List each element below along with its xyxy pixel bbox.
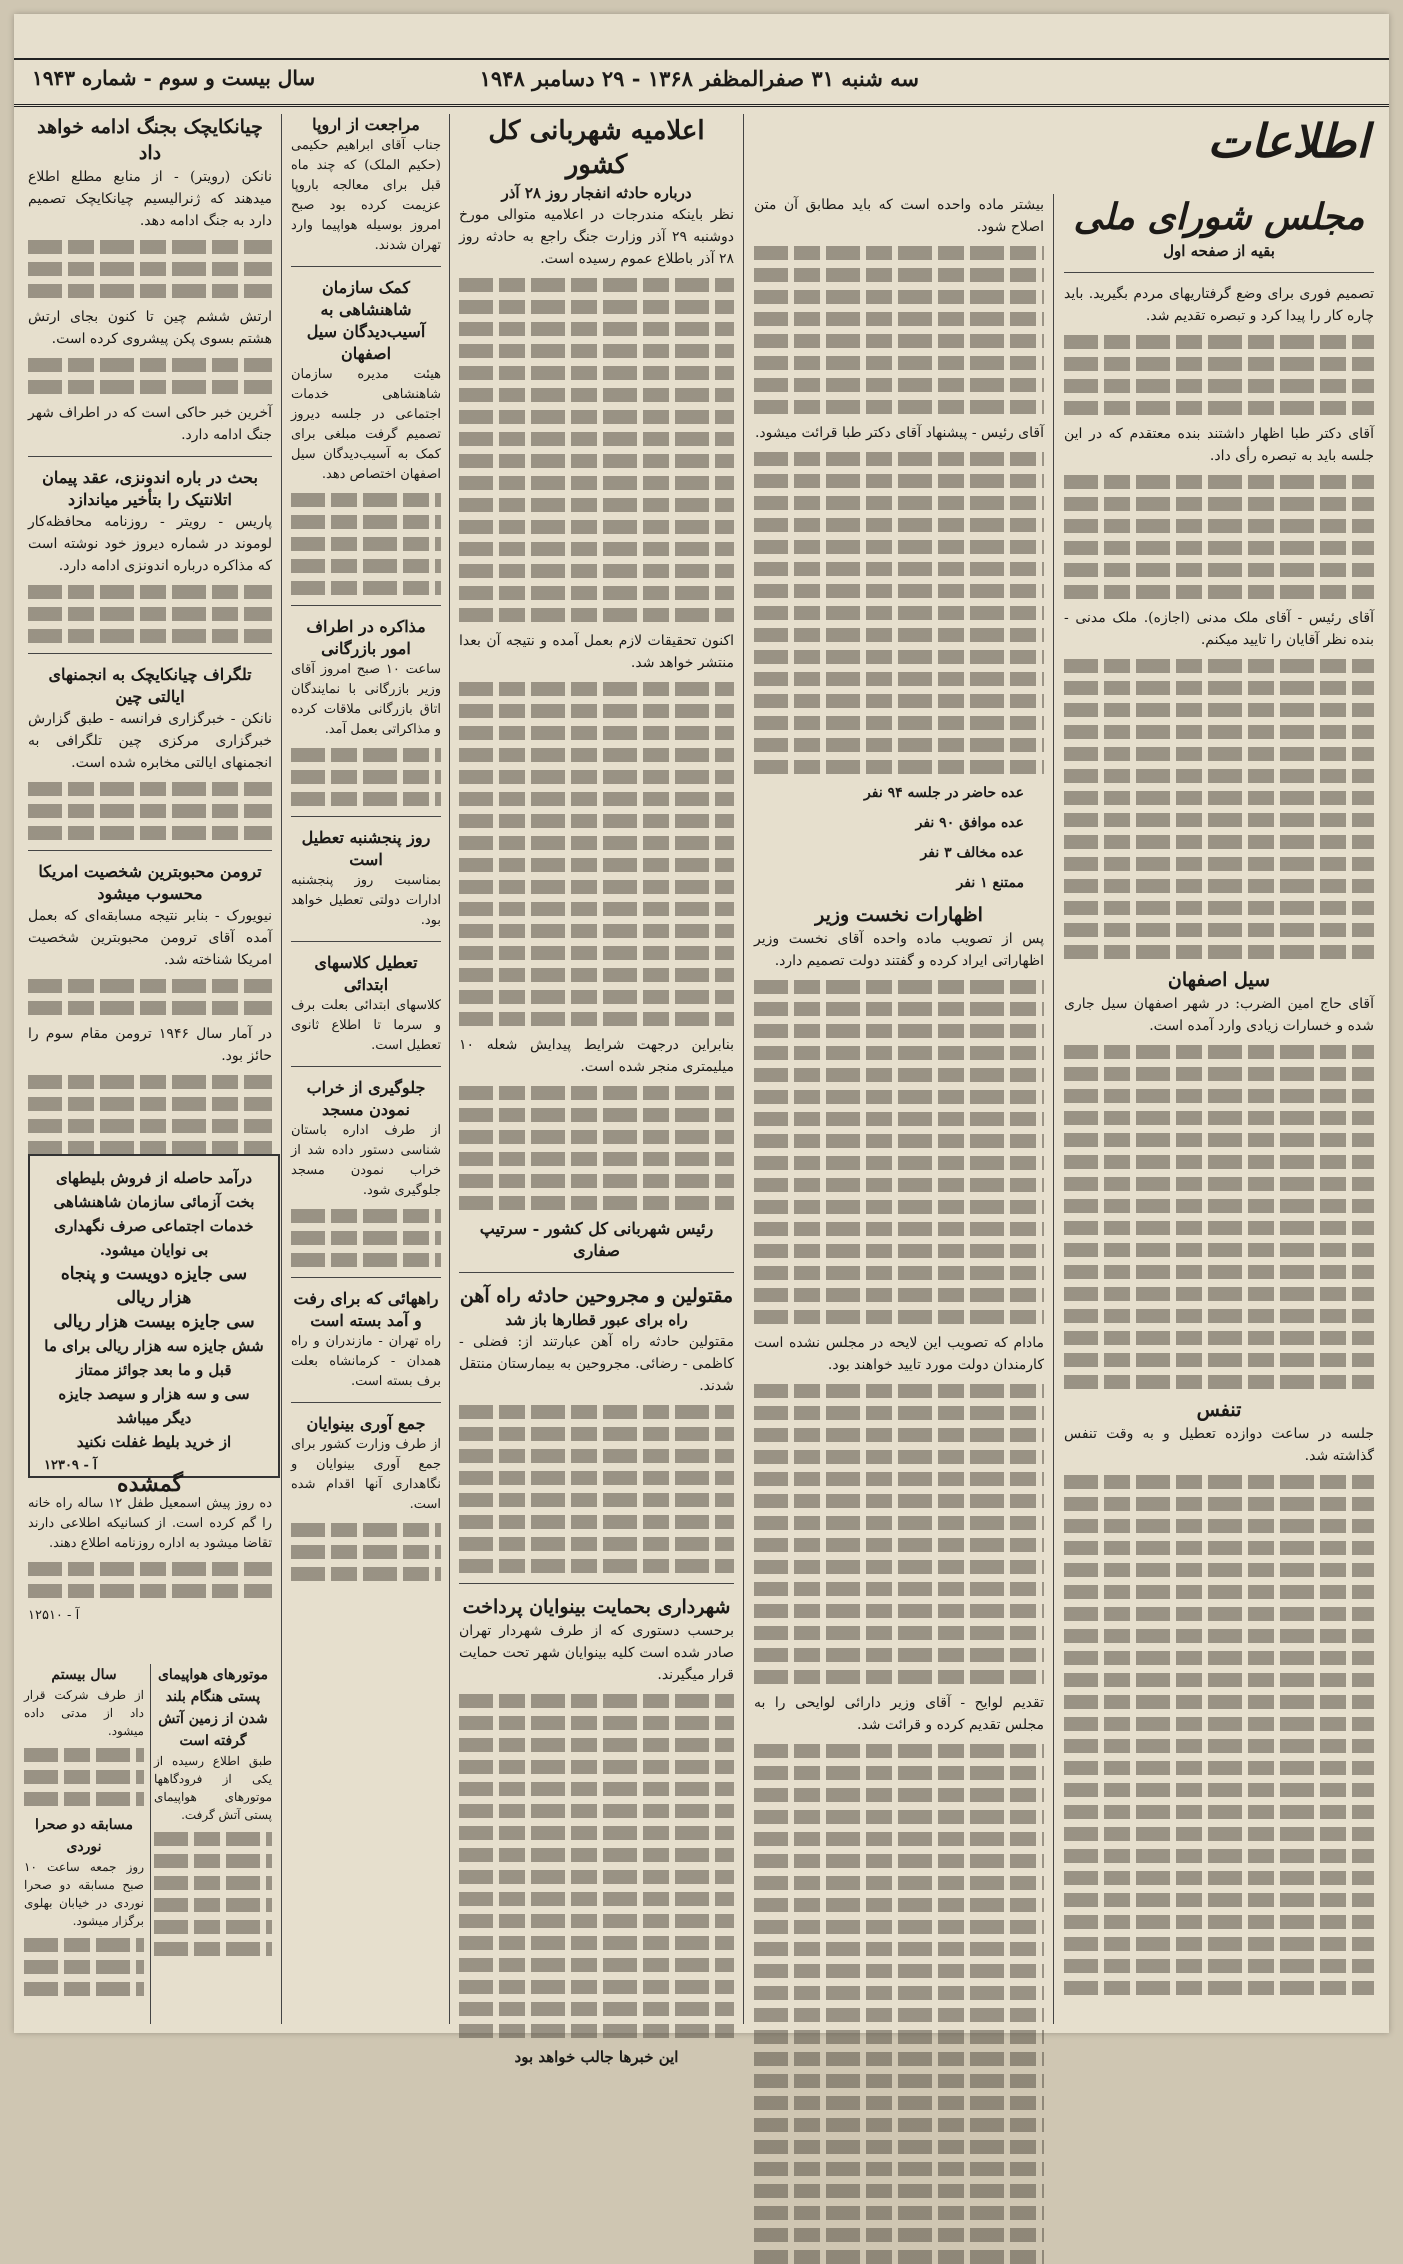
ad-code: آ - ۱۲۳۰۹ [44, 1458, 97, 1473]
masthead-issue: سال بیست و سوم - شماره ۱۹۴۳ [32, 66, 316, 90]
article-paragraph: پس از تصویب ماده واحده آقای نخست وزیر اظهاراتی ایراد کرده و گفتند دولت تصمیم دارد. [754, 931, 1044, 969]
headline-indonesia: بحث در باره اندونزی، عقد پیمان اتلانتیک را بتأخیر میاندازد [42, 468, 258, 509]
article-paragraph: نانکن - خبرگزاری فرانسه - طبق گزارش خبرگزاری مرکزی چین تلگرافی به انجمنهای ایالتی مخابره شده است. [28, 711, 272, 771]
section-heading: کمک سازمان شاهنشاهی به آسیب‌دیدگان سیل اصفهان [306, 278, 426, 363]
lottery-advertisement [28, 1154, 280, 1478]
headline-railway: مقتولین و مجروحین حادثه راه آهن [459, 1285, 734, 1307]
police-chief-signature: رئیس شهربانی کل کشور - سرتیپ صفاری [479, 1219, 714, 1260]
headline-police: اعلامیه شهربانی کل کشور [488, 116, 705, 180]
article-paragraph: نیویورک - بنابر نتیجه مسابقه‌ای که بعمل آمده آقای ترومن محبوبترین شخصیت امریکا شناخته شد. [28, 908, 272, 968]
section-heading: تنفس [1196, 1399, 1242, 1421]
vote-line: عده مخالف ۳ نفر [920, 845, 1024, 861]
article-paragraph: نانکن (رویتر) - از منابع مطلع اطلاع میدهند که ژنرالیسیم چیانکایچک تصمیم دارد به جنگ ادامه دهد. [28, 169, 272, 229]
newspaper-page [14, 14, 1389, 2066]
masthead-date: سه شنبه ۳۱ صفرالمظفر ۱۳۶۸ - ۲۹ دسامبر ۱۹۴۸ [479, 66, 919, 91]
vote-line: عده موافق ۹۰ نفر [915, 815, 1024, 831]
article-paragraph: آخرین خبر حاکی است که در اطراف شهر جنگ ادامه دارد. [28, 405, 272, 443]
headline-race: مسابقه دو صحرا نوردی [34, 1817, 134, 1855]
section-heading: راههائی که برای رفت و آمد بسته است [293, 1289, 439, 1330]
article-paragraph: هیئت مدیره سازمان شاهنشاهی خدمات اجتماعی در جلسه دیروز تصمیم گرفت مبلغی برای کمک به آسیب‌دیدگان سیل اصفهان اختصاص دهد. [291, 367, 441, 482]
ad-line: سی جایزه بیست هزار ریالی [53, 1312, 255, 1332]
column-rule [281, 114, 282, 2024]
ad-line: سی و سه هزار و سیصد جایزه دیگر میباشد [58, 1385, 250, 1427]
lost-body: ده روز پیش اسمعیل طفل ۱۲ ساله راه خانه را گم کرده است. از کسانیکه اطلاعی دارند تقاضا میشود به اداره روزنامه اطلاع دهند. [28, 1496, 273, 1551]
article-paragraph: بنابراین درجهت شرایط پیدایش شعله ۱۰ میلیمتری منجر شده است. [459, 1037, 734, 1075]
ad-line: شش جایزه سه هزار ریالی برای ما قبل و ما بعد جوائز ممتاز [44, 1337, 264, 1379]
article-paragraph: آقای رئیس - پیشنهاد آقای دکتر طبا قرائت میشود. [754, 425, 1044, 441]
section-heading: روز پنجشنبه تعطیل است [301, 828, 431, 869]
headline-truman: ترومن محبوبترین شخصیت امریکا محسوب میشود [38, 862, 262, 903]
article-paragraph: از طرف شرکت قرار داد از مدتی داده میشود. [24, 1688, 144, 1738]
column-majlis-continued [754, 194, 1044, 2024]
article-paragraph: آقای حاج امین الضرب: در شهر اصفهان سیل جاری شده و خسارات زیادی وارد آمده است. [1064, 996, 1374, 1034]
lost-title: گمشده [117, 1471, 183, 1497]
article-paragraph: راه تهران - مازندران و راه همدان - کرمانشاه بعلت برف بسته است. [291, 1334, 441, 1389]
article-paragraph: پاریس - رویتر - روزنامه محافظه‌کار لوموند در شماره دیروز خود نوشته است که مذاکره درباره اندونزی ادامه دارد. [28, 514, 272, 574]
vote-line: عده حاضر در جلسه ۹۴ نفر [864, 785, 1024, 801]
article-paragraph: از طرف وزارت کشور برای جمع آوری بینوایان و نگاهداری آنها اقدام شده است. [291, 1437, 441, 1512]
article-paragraph: بیشتر ماده واحده است که باید مطابق آن متن اصلاح شود. [754, 197, 1044, 235]
article-paragraph: کلاسهای ابتدائی بعلت برف و سرما تا اطلاع ثانوی تعطیل است. [291, 998, 441, 1053]
article-paragraph: نظر باینکه مندرجات در اعلامیه متوالی مورخ دوشنبه ۲۹ آذر وزارت جنگ راجع به حادثه روز ۲۸ آذر باطلاع عموم رسیده است. [459, 207, 734, 267]
article-paragraph: تصمیم فوری برای وضع گرفتاریهای مردم بگیرید. باید چاره کار را پیدا کرد و تبصره تقدیم شد. [1064, 286, 1374, 324]
article-paragraph: ارتش ششم چین تا کنون بجای ارتش هشتم بسوی پکن پیشروی کرده است. [28, 309, 272, 347]
headline-telegram: تلگراف چیانکایچک به انجمنهای ایالتی چین [48, 665, 252, 706]
article-paragraph: بمناسبت روز پنجشنبه ادارات دولتی تعطیل خواهد بود. [291, 873, 441, 928]
masthead-bar [14, 58, 1389, 107]
column-rule [743, 114, 744, 2024]
ad-line: از خرید بلیط غفلت نکنید [76, 1433, 232, 1451]
article-paragraph: آقای رئیس - آقای ملک مدنی (اجازه). ملک مدنی - بنده نظر آقایان را تایید میکنم. [1064, 610, 1374, 648]
article-paragraph: اکنون تحقیقات لازم بعمل آمده و نتیجه آن بعدا منتشر خواهد شد. [459, 633, 734, 671]
column-majlis [1064, 194, 1374, 2024]
article-paragraph: روز جمعه ساعت ۱۰ صبح مسابقه دو صحرا نوردی در خیابان بهلوی برگزار میشود. [24, 1860, 144, 1928]
article-paragraph: آقای دکتر طبا اظهار داشتند بنده معتقدم که در این جلسه باید به تبصره رأی داد. [1064, 426, 1374, 464]
headline-municipality: شهرداری بحمایت بینوایان پرداخت [462, 1596, 731, 1618]
vote-line: ممتنع ۱ نفر [956, 875, 1024, 891]
section-heading: مراجعت از اروپا [312, 115, 420, 134]
article-paragraph: طبق اطلاع رسیده از یکی از فرودگاهها موتورهای هواپیمای پستی آتش گرفت. [154, 1754, 272, 1822]
ad-line: سی جایزه دویست و پنجاه هزار ریالی [60, 1264, 248, 1308]
newspaper-logo: اطلاعات [1207, 114, 1369, 168]
headline-majlis: مجلس شورای ملی [1073, 196, 1365, 238]
lost-code: آ - ۱۲۵۱۰ [28, 1608, 80, 1623]
subheadline: راه برای عبور قطارها باز شد [505, 1311, 688, 1329]
column-rule [449, 114, 450, 2024]
column-rule [150, 1664, 151, 2024]
footer-note: این خبرها جالب خواهد بود [514, 2048, 679, 2066]
kicker: بقیه از صفحه اول [1163, 242, 1275, 260]
section-heading: سیل اصفهان [1167, 969, 1271, 991]
section-heading: جلوگیری از خراب نمودن مسجد [306, 1078, 426, 1119]
column-briefs [291, 114, 441, 2024]
article-paragraph: از طرف اداره باستان شناسی دستور داده شد از خراب نمودن مسجد جلوگیری شود. [291, 1123, 441, 1198]
article-paragraph: برحسب دستوری که از طرف شهردار تهران صادر شده است کلیه بینوایان شهر تحت حمایت قرار میگیرند. [459, 1623, 734, 1683]
race-news [24, 1664, 144, 2024]
lost-notice [28, 1471, 273, 1644]
section-heading: مذاکره در اطراف امور بازرگانی [306, 617, 426, 658]
article-paragraph: تقدیم لوایح - آقای وزیر دارائی لوایحی را به مجلس تقدیم کرده و قرائت شد. [754, 1695, 1044, 1733]
section-heading: تعطیل کلاسهای ابتدائی [314, 953, 418, 994]
vote-tally [774, 782, 1024, 894]
article-paragraph: جلسه در ساعت دوازده تعطیل و به وقت تنفس گذاشته شد. [1064, 1426, 1374, 1464]
article-paragraph: ساعت ۱۰ صبح امروز آقای وزیر بازرگانی با نمایندگان اتاق بازرگانی ملاقات کرده و مذاکراتی بعمل آمد. [291, 662, 441, 737]
article-paragraph: در آمار سال ۱۹۴۶ ترومن مقام سوم را حائز بود. [28, 1026, 272, 1064]
column-world-news [28, 114, 272, 1144]
headline-subscription: سال بیستم [51, 1667, 117, 1683]
headline-plane: موتورهای هواپیمای پستی هنگام بلند شدن از زمین آتش گرفته است [157, 1667, 269, 1749]
article-paragraph: جناب آقای ابراهیم حکیمی (حکیم الملک) که چند ماه قبل برای معالجه باروپا عزیمت کرده بود صبح امروز بوسیله هواپیما وارد تهران شدند. [291, 138, 441, 253]
plane-fire-news [154, 1664, 272, 2024]
article-paragraph: مقتولین حادثه راه آهن عبارتند از: فضلی - کاظمی - رضائی. مجروحین به بیمارستان منتقل شدند. [459, 1334, 734, 1394]
headline-chiang: چیانکایچک بجنگ ادامه خواهد داد [37, 116, 263, 164]
section-heading: اظهارات نخست وزیر [815, 904, 983, 926]
subheadline: درباره حادثه انفجار روز ۲۸ آذر [501, 184, 692, 202]
column-rule [1053, 194, 1054, 2024]
section-heading: جمع آوری بینوایان [306, 1414, 426, 1433]
article-paragraph: مادام که تصویب این لایحه در مجلس نشده است کارمندان دولت مورد تایید خواهند بود. [754, 1335, 1044, 1373]
ad-line: درآمد حاصله از فروش بلیطهای بخت آزمائی سازمان شاهنشاهی خدمات اجتماعی صرف نگهداری بی نوایان میشود. [53, 1169, 255, 1259]
column-police-notice [459, 114, 734, 2066]
